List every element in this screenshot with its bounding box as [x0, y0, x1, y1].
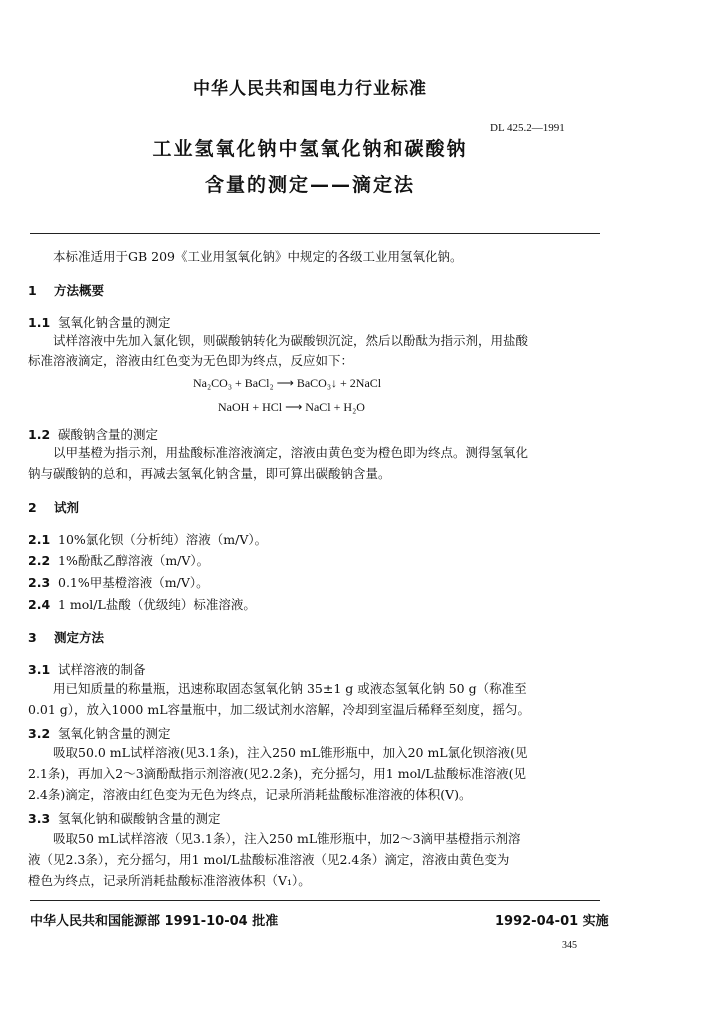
- document-title-line2: 含量的测定——滴定法: [204, 174, 415, 196]
- subsection-3-2-heading: [28, 724, 171, 742]
- reagent-number: 2.4: [28, 597, 51, 612]
- reagent-number: 2.2: [28, 553, 51, 568]
- section-title: 试剂: [54, 500, 80, 515]
- reagent-text: 10%氯化钡（分析纯）溶液（m/V）。: [58, 532, 268, 547]
- subsection-3-1-heading: [28, 660, 146, 678]
- paragraph-line: 2.4条)滴定，溶液由红色变为无色为终点，记录所消耗盐酸标准溶液的体积(V)。: [28, 787, 472, 802]
- approval-note: 中华人民共和国能源部 1991-10-04 批准: [30, 914, 279, 929]
- reagent-item: [28, 595, 256, 613]
- section-title: 方法概要: [54, 283, 105, 298]
- subsection-number: 1.2: [28, 427, 51, 442]
- reagent-text: 1%酚酞乙醇溶液（m/V）。: [58, 553, 210, 568]
- paragraph-line: 2.1条)，再加入2～3滴酚酞指示剂溶液(见2.2条)，充分摇匀，用1 mol/L盐酸标准溶液(见: [28, 766, 526, 781]
- subsection-title: 试样溶液的制备: [58, 662, 146, 677]
- subsection-1-1-heading: [28, 313, 171, 331]
- paragraph-line: 标准溶液滴定，溶液由红色变为无色即为终点，反应如下：: [28, 353, 354, 368]
- reagent-text: 0.1%甲基橙溶液（m/V）。: [58, 575, 209, 590]
- reaction-equation-2: NaOH + HCl ⟶ NaCl + H₂O: [218, 400, 365, 414]
- subsection-number: 3.1: [28, 662, 51, 677]
- paragraph-line: 橙色为终点，记录所消耗盐酸标准溶液体积（V₁）。: [28, 873, 311, 888]
- reagent-item: [28, 530, 267, 548]
- standard-category-title: 中华人民共和国电力行业标准: [193, 79, 427, 99]
- section-1-heading: [28, 281, 104, 299]
- subsection-title: 碳酸钠含量的测定: [58, 427, 159, 442]
- implementation-date: 1992-04-01 实施: [495, 914, 609, 929]
- paragraph-line: 钠与碳酸钠的总和，再减去氢氧化钠含量，即可算出碳酸钠含量。: [28, 466, 391, 481]
- subsection-3-3-heading: [28, 809, 221, 827]
- reagent-item: [28, 573, 209, 591]
- paragraph-line: 吸取50 mL试样溶液（见3.1条），注入250 mL锥形瓶中，加2～3滴甲基橙指示剂溶: [53, 831, 521, 846]
- document-title-line1: 工业氢氧化钠中氢氧化钠和碳酸钠: [152, 138, 468, 160]
- subsection-1-2-heading: [28, 425, 158, 443]
- section-number: 1: [28, 283, 37, 298]
- standard-code: DL 425.2—1991: [490, 122, 565, 134]
- section-title: 测定方法: [54, 630, 105, 645]
- header-divider: [30, 233, 600, 234]
- subsection-title: 氢氧化钠和碳酸钠含量的测定: [58, 811, 221, 826]
- subsection-number: 3.2: [28, 726, 51, 741]
- section-3-heading: [28, 628, 104, 646]
- paragraph-line: 吸取50.0 mL试样溶液(见3.1条)，注入250 mL锥形瓶中，加入20 mL氯化钡溶液(见: [53, 745, 528, 760]
- section-2-heading: [28, 498, 79, 516]
- subsection-title: 氢氧化钠含量的测定: [58, 315, 171, 330]
- reagent-number: 2.1: [28, 532, 51, 547]
- page-number: 345: [562, 940, 577, 951]
- paragraph-line: 0.01 g），放入1000 mL容量瓶中，加二级试剂水溶解，冷却到室温后稀释至刻度，摇匀。: [28, 702, 530, 717]
- paragraph-line: 以甲基橙为指示剂，用盐酸标准溶液滴定，溶液由黄色变为橙色即为终点。测得氢氧化: [53, 445, 529, 460]
- section-number: 3: [28, 630, 37, 645]
- subsection-number: 1.1: [28, 315, 51, 330]
- section-number: 2: [28, 500, 37, 515]
- paragraph-line: 液（见2.3条），充分摇匀，用1 mol/L盐酸标准溶液（见2.4条）滴定，溶液由黄色变为: [28, 852, 510, 867]
- subsection-number: 3.3: [28, 811, 51, 826]
- intro-paragraph: 本标准适用于GB 209《工业用氢氧化钠》中规定的各级工业用氢氧化钠。: [53, 249, 463, 264]
- reagent-item: [28, 551, 209, 569]
- reagent-text: 1 mol/L盐酸（优级纯）标准溶液。: [58, 597, 256, 612]
- subsection-title: 氢氧化钠含量的测定: [58, 726, 171, 741]
- reagent-number: 2.3: [28, 575, 51, 590]
- paragraph-line: 用已知质量的称量瓶，迅速称取固态氢氧化钠 35±1 g 或液态氢氧化钠 50 g（称准至: [53, 681, 527, 696]
- reaction-equation-1: Na₂CO₃ + BaCl₂ ⟶ BaCO₃↓ + 2NaCl: [193, 376, 382, 390]
- footer-divider: [30, 900, 600, 901]
- paragraph-line: 试样溶液中先加入氯化钡，则碳酸钠转化为碳酸钡沉淀，然后以酚酞为指示剂，用盐酸: [53, 333, 529, 348]
